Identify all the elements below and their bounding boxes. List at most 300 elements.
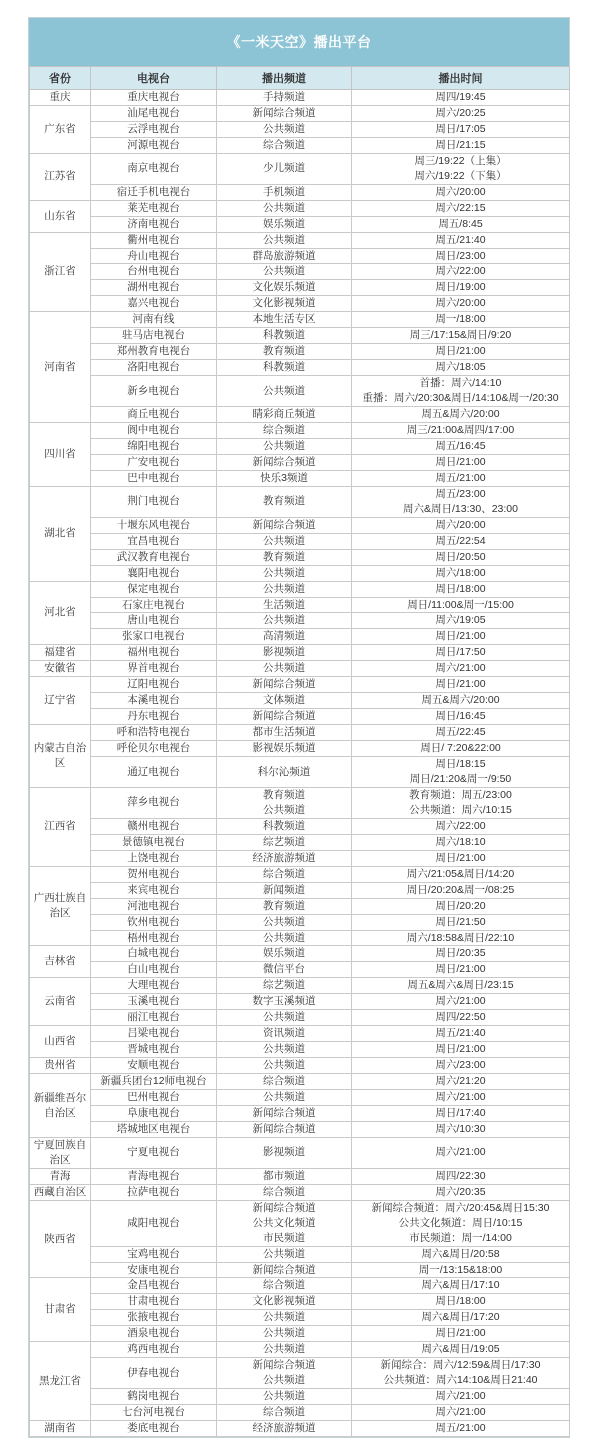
channel-line: 科教频道 (263, 819, 305, 832)
table-row (30, 962, 570, 978)
station-cell: 宜昌电视台 (91, 533, 217, 549)
time-line: 周六/21:00 (435, 1390, 486, 1403)
channel-cell (217, 153, 352, 184)
station-cell: 福州电视台 (91, 645, 217, 661)
station-cell: 本溪电视台 (91, 693, 217, 709)
time-line: 周六/18:05 (435, 361, 486, 374)
time-cell (352, 549, 570, 565)
province-cell: 江西省 (30, 787, 91, 866)
table-row (30, 1106, 570, 1122)
channel-line: 教育频道 (263, 550, 305, 563)
time-line: 新闻综合频道：周六/20:45&周日15:30 (371, 1201, 550, 1214)
channel-cell (217, 248, 352, 264)
time-line: 周六/22:15 (435, 201, 486, 214)
table-row (30, 1421, 570, 1437)
station-cell: 新乡电视台 (91, 376, 217, 407)
channel-cell (217, 312, 352, 328)
station-cell: 衢州电视台 (91, 232, 217, 248)
station-cell: 梧州电视台 (91, 930, 217, 946)
channel-cell (217, 280, 352, 296)
channel-line: 市民频道 (263, 1231, 305, 1244)
time-line: 周日/21:15 (435, 138, 486, 151)
province-cell: 陕西省 (30, 1200, 91, 1278)
channel-cell (217, 454, 352, 470)
time-line: 周五/23:00 (435, 487, 486, 500)
channel-cell (217, 1200, 352, 1246)
time-line: 周五&周六/20:00 (421, 408, 500, 421)
time-cell (352, 438, 570, 454)
channel-cell (217, 1137, 352, 1168)
table-row (30, 930, 570, 946)
time-cell (352, 216, 570, 232)
channel-line: 公共频道 (263, 1343, 305, 1356)
time-line: 周六/20:00 (435, 518, 486, 531)
province-cell: 宁夏回族自治区 (30, 1137, 91, 1168)
province-cell: 辽宁省 (30, 677, 91, 725)
time-cell (352, 1294, 570, 1310)
station-cell: 晋城电视台 (91, 1042, 217, 1058)
time-cell (352, 882, 570, 898)
province-cell: 四川省 (30, 423, 91, 487)
schedule-frame (28, 17, 570, 1438)
province-cell: 河南省 (30, 312, 91, 423)
time-line: 周五/21:40 (435, 233, 486, 246)
station-cell: 白城电视台 (91, 946, 217, 962)
table-row (30, 486, 570, 517)
province-cell: 青海 (30, 1168, 91, 1184)
channel-cell (217, 438, 352, 454)
channel-cell (217, 1310, 352, 1326)
province-cell: 黑龙江省 (30, 1342, 91, 1421)
time-line: 周日/21:00 (435, 851, 486, 864)
header-time: 播出时间 (352, 67, 570, 90)
channel-cell (217, 344, 352, 360)
table-row (30, 549, 570, 565)
header-province: 省份 (30, 67, 91, 90)
channel-line: 新闻综合频道 (252, 518, 316, 531)
time-cell (352, 376, 570, 407)
station-cell: 白山电视台 (91, 962, 217, 978)
table-body (30, 90, 570, 1437)
time-line: 周日/20:50 (435, 550, 486, 563)
time-line: 周六/20:25 (435, 106, 486, 119)
channel-cell (217, 549, 352, 565)
channel-cell (217, 200, 352, 216)
header-station: 电视台 (91, 67, 217, 90)
station-cell: 宝鸡电视台 (91, 1246, 217, 1262)
time-cell (352, 709, 570, 725)
province-cell: 安徽省 (30, 661, 91, 677)
time-line: 周六/21:00 (435, 1091, 486, 1104)
channel-cell (217, 328, 352, 344)
channel-line: 公共频道 (263, 582, 305, 595)
time-line: 周四/22:30 (435, 1169, 486, 1182)
province-cell: 内蒙古自治区 (30, 725, 91, 788)
channel-line: 娱乐频道 (263, 947, 305, 960)
channel-cell (217, 360, 352, 376)
channel-cell (217, 1121, 352, 1137)
station-cell: 大理电视台 (91, 978, 217, 994)
table-row (30, 1342, 570, 1358)
channel-line: 公共频道 (263, 915, 305, 928)
time-line: 周日/17:50 (435, 646, 486, 659)
time-cell (352, 121, 570, 137)
province-cell: 湖北省 (30, 486, 91, 581)
channel-line: 公共频道 (263, 122, 305, 135)
station-cell: 张家口电视台 (91, 629, 217, 645)
time-line: 周六&周日/20:58 (421, 1247, 500, 1260)
channel-cell (217, 1090, 352, 1106)
table-row (30, 533, 570, 549)
station-cell: 酒泉电视台 (91, 1326, 217, 1342)
time-line: 市民频道：周一/14:00 (409, 1231, 512, 1244)
channel-cell (217, 962, 352, 978)
time-line: 周日/18:00 (435, 1295, 486, 1308)
channel-line: 公共频道 (263, 1390, 305, 1403)
station-cell: 嘉兴电视台 (91, 296, 217, 312)
province-cell: 江苏省 (30, 153, 91, 200)
province-cell: 重庆 (30, 90, 91, 106)
province-cell: 吉林省 (30, 946, 91, 978)
channel-cell (217, 1326, 352, 1342)
table-row (30, 882, 570, 898)
station-cell: 舟山电视台 (91, 248, 217, 264)
channel-cell (217, 787, 352, 818)
time-cell (352, 1042, 570, 1058)
channel-cell (217, 470, 352, 486)
table-row (30, 565, 570, 581)
channel-cell (217, 1294, 352, 1310)
province-cell: 河北省 (30, 581, 91, 645)
table-row (30, 757, 570, 788)
table-row (30, 1058, 570, 1074)
channel-line: 文化影视频道 (252, 1295, 316, 1308)
time-line: 新闻综合：周六/12:59&周日/17:30 (380, 1359, 541, 1372)
time-cell (352, 1326, 570, 1342)
time-line: 周六&周日/17:20 (421, 1311, 500, 1324)
station-cell: 荆门电视台 (91, 486, 217, 517)
channel-cell (217, 1246, 352, 1262)
time-line: 周六/20:00 (435, 297, 486, 310)
table-row (30, 818, 570, 834)
channel-cell (217, 1342, 352, 1358)
time-line: 周日/11:00&周一/15:00 (407, 598, 514, 611)
table-row (30, 1326, 570, 1342)
channel-cell (217, 565, 352, 581)
channel-line: 综合频道 (263, 1075, 305, 1088)
time-cell (352, 1200, 570, 1246)
station-cell: 安康电视台 (91, 1262, 217, 1278)
channel-line: 综合频道 (263, 424, 305, 437)
channel-cell (217, 486, 352, 517)
channel-line: 经济旅游频道 (252, 851, 316, 864)
time-line: 周六/19:05 (435, 614, 486, 627)
time-line: 周六/18:58&周日/22:10 (406, 931, 515, 944)
channel-line: 综合频道 (263, 867, 305, 880)
time-cell (352, 153, 570, 184)
time-cell (352, 978, 570, 994)
time-line: 周一/18:00 (435, 313, 486, 326)
table-row (30, 184, 570, 200)
time-line: 周五/21:00 (435, 471, 486, 484)
station-cell: 河源电视台 (91, 137, 217, 153)
time-cell (352, 818, 570, 834)
time-line: 周三/19:22（上集） (414, 154, 507, 167)
time-cell (352, 1074, 570, 1090)
time-cell (352, 930, 570, 946)
channel-line: 教育频道 (263, 788, 305, 801)
time-line: 周六/18:10 (435, 835, 486, 848)
header-row (30, 67, 570, 90)
channel-cell (217, 725, 352, 741)
province-cell: 甘肃省 (30, 1278, 91, 1342)
time-line: 周四/19:45 (435, 91, 486, 103)
channel-line: 公共频道 (263, 662, 305, 675)
time-cell (352, 725, 570, 741)
province-cell: 云南省 (30, 978, 91, 1026)
channel-cell (217, 898, 352, 914)
time-cell (352, 1310, 570, 1326)
time-cell (352, 1106, 570, 1122)
time-line: 周五&周六&周日/23:15 (407, 979, 514, 992)
channel-cell (217, 613, 352, 629)
table-row (30, 661, 570, 677)
channel-line: 公共频道 (263, 1011, 305, 1024)
channel-cell (217, 1042, 352, 1058)
channel-line: 教育频道 (263, 899, 305, 912)
channel-line: 公共频道 (263, 1327, 305, 1340)
table-row (30, 312, 570, 328)
station-cell: 河池电视台 (91, 898, 217, 914)
time-line: 周六/23:00 (435, 1059, 486, 1072)
station-cell: 汕尾电视台 (91, 105, 217, 121)
table-row (30, 153, 570, 184)
channel-cell (217, 741, 352, 757)
station-cell: 来宾电视台 (91, 882, 217, 898)
table-row (30, 1358, 570, 1389)
channel-cell (217, 581, 352, 597)
table-row (30, 470, 570, 486)
channel-line: 科教频道 (263, 329, 305, 342)
channel-line: 手机频道 (263, 185, 305, 198)
channel-cell (217, 1278, 352, 1294)
station-cell: 绵阳电视台 (91, 438, 217, 454)
station-cell: 七台河电视台 (91, 1405, 217, 1421)
table-row (30, 1278, 570, 1294)
table-row (30, 137, 570, 153)
station-cell: 驻马店电视台 (91, 328, 217, 344)
channel-cell (217, 1184, 352, 1200)
channel-line: 新闻综合频道 (252, 1359, 316, 1372)
table-row (30, 1010, 570, 1026)
table-row (30, 296, 570, 312)
channel-cell (217, 946, 352, 962)
time-cell (352, 1058, 570, 1074)
time-line: 周六/21:00 (435, 995, 486, 1008)
station-cell: 阜康电视台 (91, 1106, 217, 1122)
time-cell (352, 533, 570, 549)
channel-line: 本地生活专区 (252, 313, 316, 326)
station-cell: 景德镇电视台 (91, 834, 217, 850)
channel-cell (217, 376, 352, 407)
time-line: 周日/21:20&周一/9:50 (409, 772, 512, 785)
station-cell: 鹤岗电视台 (91, 1389, 217, 1405)
channel-line: 快乐3频道 (260, 471, 308, 484)
table-row (30, 629, 570, 645)
station-cell: 塔城地区电视台 (91, 1121, 217, 1137)
channel-line: 公共频道 (263, 384, 305, 397)
station-cell: 丹东电视台 (91, 709, 217, 725)
channel-line: 教育频道 (263, 345, 305, 358)
time-line: 周日/23:00 (435, 249, 486, 262)
channel-cell (217, 137, 352, 153)
time-line: 周日/20:20&周一/08:25 (406, 883, 515, 896)
time-line: 周日/17:05 (435, 122, 486, 135)
time-cell (352, 1246, 570, 1262)
time-line: 周五&周六/20:00 (421, 694, 500, 707)
time-cell (352, 693, 570, 709)
time-line: 公共文化频道：周日/10:15 (398, 1216, 523, 1229)
time-cell (352, 105, 570, 121)
province-cell: 新疆维吾尔自治区 (30, 1074, 91, 1138)
table-row (30, 121, 570, 137)
header-channel: 播出频道 (217, 67, 352, 90)
station-cell: 咸阳电视台 (91, 1200, 217, 1246)
station-cell: 赣州电视台 (91, 818, 217, 834)
time-cell (352, 184, 570, 200)
table-row (30, 1405, 570, 1421)
channel-cell (217, 1421, 352, 1437)
channel-line: 文体频道 (263, 694, 305, 707)
time-line: 公共频道：周六/10:15 (409, 803, 512, 816)
channel-line: 公共频道 (263, 265, 305, 278)
time-line: 周六/21:20 (435, 1075, 486, 1088)
time-cell (352, 200, 570, 216)
table-row (30, 1200, 570, 1246)
table-row (30, 709, 570, 725)
time-line: 周一/13:15&18:00 (418, 1263, 503, 1276)
channel-line: 公共频道 (263, 1311, 305, 1324)
channel-line: 影视频道 (263, 646, 305, 659)
channel-cell (217, 1010, 352, 1026)
table-row (30, 328, 570, 344)
time-cell (352, 1010, 570, 1026)
table-row (30, 834, 570, 850)
channel-line: 综艺频道 (263, 979, 305, 992)
table-row (30, 264, 570, 280)
time-cell (352, 757, 570, 788)
station-cell: 甘肃电视台 (91, 1294, 217, 1310)
table-row (30, 1121, 570, 1137)
channel-cell (217, 1026, 352, 1042)
channel-line: 公共频道 (263, 566, 305, 579)
channel-line: 微信平台 (263, 963, 305, 976)
table-row (30, 1294, 570, 1310)
channel-line: 公共文化频道 (252, 1216, 316, 1229)
station-cell: 贺州电视台 (91, 866, 217, 882)
channel-cell (217, 296, 352, 312)
station-cell: 襄阳电视台 (91, 565, 217, 581)
channel-line: 新闻综合频道 (252, 678, 316, 691)
channel-line: 都市生活频道 (252, 726, 316, 739)
table-row (30, 216, 570, 232)
broadcast-table (29, 66, 570, 1437)
channel-cell (217, 757, 352, 788)
time-cell (352, 486, 570, 517)
table-row (30, 1026, 570, 1042)
station-cell: 云浮电视台 (91, 121, 217, 137)
channel-cell (217, 216, 352, 232)
time-cell (352, 344, 570, 360)
time-cell (352, 1184, 570, 1200)
table-row (30, 200, 570, 216)
channel-line: 公共频道 (263, 1247, 305, 1260)
table-row (30, 866, 570, 882)
station-cell: 商丘电视台 (91, 407, 217, 423)
time-line: 周日/21:00 (435, 1043, 486, 1056)
station-cell: 广安电视台 (91, 454, 217, 470)
channel-cell (217, 597, 352, 613)
channel-cell (217, 818, 352, 834)
channel-cell (217, 1405, 352, 1421)
time-cell (352, 454, 570, 470)
channel-cell (217, 423, 352, 439)
time-line: 重播：周六/20:30&周日/14:10&周一/20:30 (362, 392, 559, 405)
channel-line: 公共频道 (263, 1059, 305, 1072)
channel-line: 生活频道 (263, 598, 305, 611)
table-row (30, 407, 570, 423)
channel-cell (217, 232, 352, 248)
channel-line: 公共频道 (263, 534, 305, 547)
channel-line: 综合频道 (263, 1279, 305, 1292)
station-cell: 上饶电视台 (91, 850, 217, 866)
table-row (30, 898, 570, 914)
time-cell (352, 946, 570, 962)
channel-line: 影视娱乐频道 (252, 742, 316, 755)
time-cell (352, 407, 570, 423)
table-row (30, 1389, 570, 1405)
time-line: 周六/21:00 (435, 662, 486, 675)
channel-line: 公共频道 (263, 614, 305, 627)
time-cell (352, 565, 570, 581)
time-cell (352, 1405, 570, 1421)
time-line: 周六/22:00 (435, 265, 486, 278)
table-row (30, 248, 570, 264)
table-row (30, 1262, 570, 1278)
time-line: 周四/22:50 (435, 1011, 486, 1024)
table-row (30, 360, 570, 376)
time-cell (352, 328, 570, 344)
time-cell (352, 517, 570, 533)
time-cell (352, 137, 570, 153)
table-row (30, 454, 570, 470)
time-cell (352, 1358, 570, 1389)
time-cell (352, 1421, 570, 1437)
time-line: 周五/16:45 (435, 439, 486, 452)
time-cell (352, 898, 570, 914)
channel-cell (217, 407, 352, 423)
channel-cell (217, 533, 352, 549)
channel-line: 资讯频道 (263, 1027, 305, 1040)
channel-line: 新闻频道 (263, 883, 305, 896)
time-cell (352, 264, 570, 280)
channel-line: 都市频道 (263, 1169, 305, 1182)
channel-cell (217, 914, 352, 930)
station-cell: 重庆电视台 (91, 90, 217, 106)
channel-line: 手持频道 (263, 91, 305, 103)
time-line: 周六/18:00 (435, 566, 486, 579)
table-row (30, 1137, 570, 1168)
